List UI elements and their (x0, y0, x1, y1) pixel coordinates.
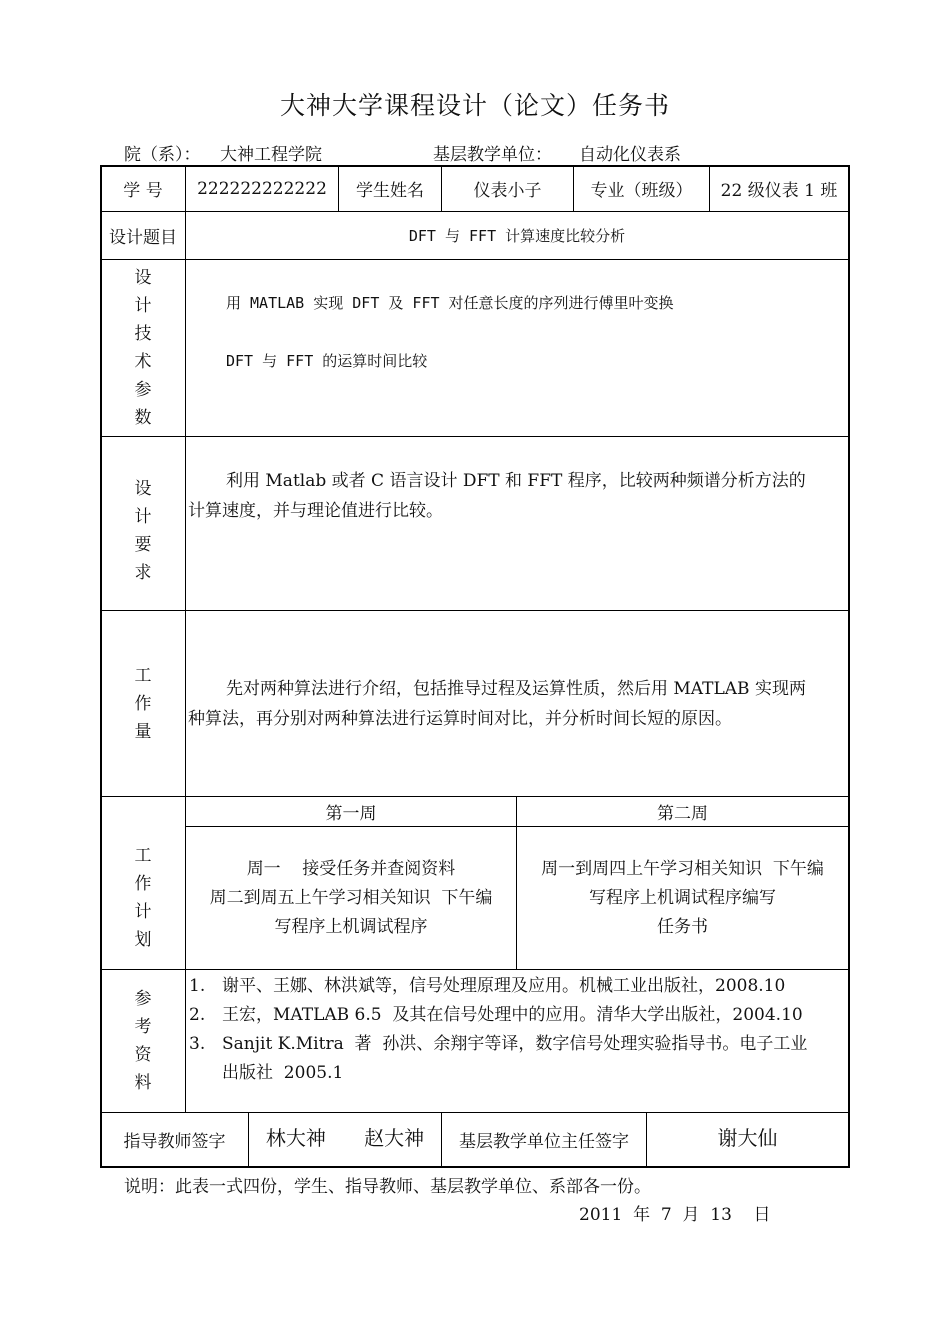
params-line-2: DFT 与 FFT 的运算时间比较 (226, 352, 428, 370)
advisor-signature-label: 指导教师签字 (123, 1132, 226, 1152)
dept-value: 大神工程学院 (220, 145, 322, 165)
unit-label: 基层教学单位： (433, 145, 552, 165)
week2-plan: 周一到周四上午学习相关知识 下午编 写程序上机调试程序编写 任务书 (541, 859, 824, 937)
reference-item: 3. Sanjit K.Mitra 著 孙洪、余翔宇等译，数字信号处理实验指导书。电子工业 (189, 1034, 808, 1054)
references-label: 参 考 资 料 (134, 989, 152, 1093)
student-id-value: 222222222222 (197, 178, 327, 199)
week2-header: 第二周 (657, 804, 708, 824)
student-name-value: 仪表小子 (473, 181, 542, 201)
topic-value: DFT 与 FFT 计算速度比较分析 (408, 227, 626, 245)
workload-text: 先对两种算法进行介绍，包括推导过程及运算性质，然后用 MATLAB 实现两 种算法，再分别对两种算法进行运算时间对比，并分析时间长短的原因。 (188, 679, 806, 729)
student-name-label: 学生姓名 (356, 181, 424, 201)
director-signature-label: 基层教学单位主任签字 (459, 1132, 629, 1152)
reference-list (189, 972, 849, 1088)
params-label: 设 计 技 术 参 数 (134, 268, 152, 428)
workload-label: 工 作 量 (134, 665, 152, 742)
requirements-label: 设 计 要 求 (134, 478, 152, 583)
params-line-1: 用 MATLAB 实现 DFT 及 FFT 对任意长度的序列进行傅里叶变换 (226, 294, 674, 312)
week1-plan: 周一 接受任务并查阅资料 周二到周五上午学习相关知识 下午编 写程序上机调试程序 (209, 859, 493, 937)
dept-label: 院（系）： (124, 145, 201, 165)
reference-item: 1. 谢平、王娜、林洪斌等，信号处理原理及应用。机械工业出版社，2008.10 (189, 976, 786, 996)
reference-item: 出版社 2005.1 (222, 1063, 344, 1083)
topic-label: 设计题目 (109, 228, 177, 248)
plan-label: 工 作 计 划 (134, 846, 152, 950)
major-label: 专业（班级） (590, 181, 693, 201)
advisor-signature: 林大神 赵大神 (265, 1126, 425, 1150)
major-value: 22 级仪表 1 班 (720, 181, 838, 201)
requirements-text: 利用 Matlab 或者 C 语言设计 DFT 和 FFT 程序，比较两种频谱分析方法的 计算速度，并与理论值进行比较。 (188, 471, 806, 521)
footer-date: 2011 年 7 月 13 日 (579, 1205, 771, 1225)
unit-value: 自动化仪表系 (579, 145, 681, 165)
document-title: 大神大学课程设计（论文）任务书 (279, 91, 670, 120)
week1-header: 第一周 (325, 804, 377, 824)
student-id-label: 学 号 (123, 181, 163, 201)
reference-item: 2. 王宏，MATLAB 6.5 及其在信号处理中的应用。清华大学出版社，2004.10 (189, 1005, 803, 1025)
director-signature: 谢大仙 (717, 1126, 778, 1150)
footer-note: 说明：此表一式四份，学生、指导教师、基层教学单位、系部各一份。 (124, 1177, 651, 1197)
